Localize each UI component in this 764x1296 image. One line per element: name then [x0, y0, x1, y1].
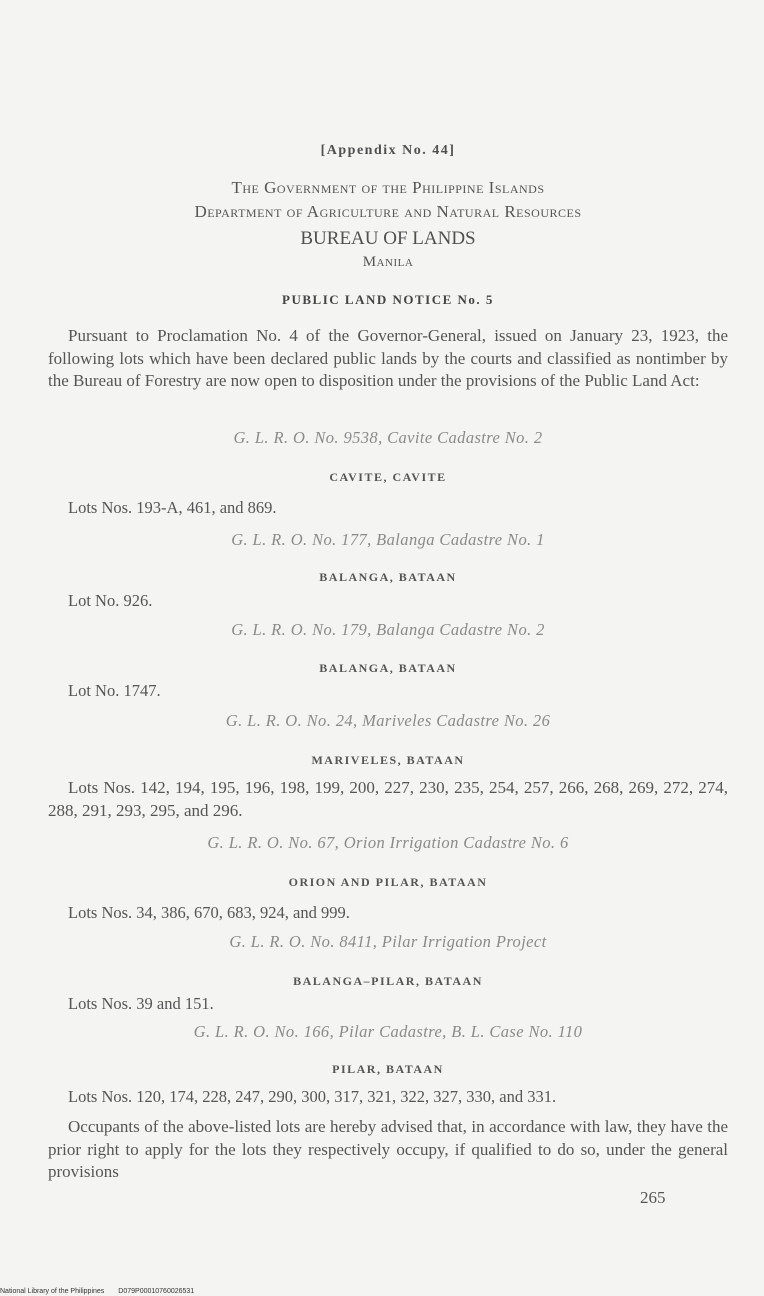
section-place: PILAR, BATAAN [332, 1062, 444, 1076]
section-lots: Lots Nos. 39 and 151. [68, 994, 214, 1013]
section-lots: Lots Nos. 34, 386, 670, 683, 924, and 999. [68, 903, 350, 922]
document-page [48, 0, 728, 1296]
intro-paragraph [48, 325, 728, 393]
section-lots: Lot No. 1747. [68, 681, 161, 700]
section-lots-text: Lots Nos. 142, 194, 195, 196, 198, 199, 200, 227, 230, 235, 254, 257, 266, 268, 269, 272, 274, 288, 291, 293, 295, and 296. [48, 778, 728, 820]
city-heading: Manila [362, 254, 414, 270]
section-glro: G. L. R. O. No. 179, Balanga Cadastre No. 2 [231, 620, 545, 639]
section-lots: Lot No. 926. [68, 591, 153, 610]
section-place: BALANGA–PILAR, BATAAN [293, 974, 483, 988]
section-glro: G. L. R. O. No. 24, Mariveles Cadastre No. 26 [225, 711, 551, 730]
section-lots: Lots Nos. 193-A, 461, and 869. [68, 498, 277, 517]
scan-footer [0, 1288, 208, 1295]
appendix-label: [Appendix No. 44] [320, 143, 456, 158]
section-place: BALANGA, BATAAN [319, 661, 457, 675]
library-credit: National Library of the Philippines [0, 1288, 105, 1295]
notice-title: PUBLIC LAND NOTICE No. 5 [282, 292, 494, 307]
page-number: 265 [640, 1188, 666, 1207]
scan-code: D079P00010760026531 [118, 1288, 195, 1295]
section-place: MARIVELES, BATAAN [311, 753, 465, 767]
closing-text: Occupants of the above-listed lots are hereby advised that, in accordance with law, they have the prior right to apply for the lots they respectively occupy, if qualified to do so, under the general provisions [48, 1117, 728, 1181]
section-place: ORION AND PILAR, BATAAN [288, 875, 488, 889]
government-heading: The Government of the Philippine Islands [231, 178, 545, 197]
bureau-heading: BUREAU OF LANDS [300, 228, 476, 249]
section-glro: G. L. R. O. No. 177, Balanga Cadastre No. 1 [231, 530, 545, 549]
intro-text: Pursuant to Proclamation No. 4 of the Governor-General, issued on January 23, 1923, the following lots which have been declared public lands by the courts and classified as nontimber by the Bureau of Forestry are now open to disposition under the provisions of the Public Land Act: [48, 326, 728, 390]
section-lots [48, 777, 728, 822]
section-place: BALANGA, BATAAN [319, 570, 457, 584]
section-glro: G. L. R. O. No. 67, Orion Irrigation Cadastre No. 6 [207, 833, 569, 852]
section-glro: G. L. R. O. No. 8411, Pilar Irrigation Project [229, 932, 547, 951]
section-glro: G. L. R. O. No. 166, Pilar Cadastre, B. L. Case No. 110 [193, 1022, 583, 1041]
section-place: CAVITE, CAVITE [329, 470, 447, 484]
closing-paragraph [48, 1116, 728, 1184]
department-heading: Department of Agriculture and Natural Resources [194, 202, 582, 221]
section-glro: G. L. R. O. No. 9538, Cavite Cadastre No. 2 [233, 428, 543, 447]
section-lots: Lots Nos. 120, 174, 228, 247, 290, 300, 317, 321, 322, 327, 330, and 331. [68, 1087, 557, 1106]
